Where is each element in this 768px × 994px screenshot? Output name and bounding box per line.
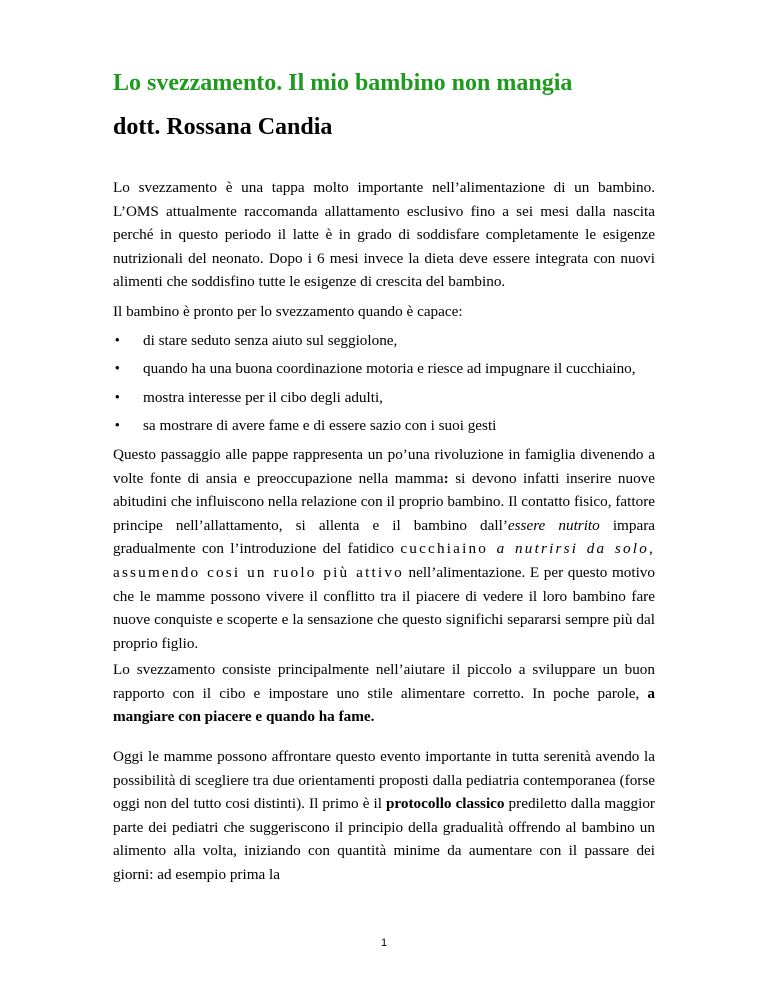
text-run: nell’alimentazione. E per questo motivo che le mamme possono vivere il conflitto tra il piacere di vedere il loro bambino fare nuove conquiste e scoperte e la sensazione che questo significhi separarsi sempre più dal proprio figlio. (113, 563, 655, 652)
text-run: Questo passaggio alle pappe rappresenta un po’una rivoluzione in famiglia divenendo a volte fonte di ansia e preoccupazione nella mamma (113, 445, 655, 487)
document-title: Lo svezzamento. Il mio bambino non mangia (113, 70, 573, 96)
text-run-bold: protocollo classico (385, 795, 505, 813)
paragraph-transition (113, 443, 655, 655)
list-item: • quando ha una buona coordinazione motoria e riesce ad impugnare il cucchiaino, (113, 357, 655, 381)
paragraph-intro: Lo svezzamento è una tappa molto importante nell’alimentazione di un bambino. L’OMS attualmente raccomanda allattamento esclusivo fino a sei mesi dalla nascita perché in questo periodo il latte è in grado di soddisfare completamente le esigenze nutrizionali del neonato. Dopo i 6 mesi invece la dieta deve essere integrata con nuovi alimenti che soddisfino tutte le esigenze di crescita del bambino. (113, 179, 655, 291)
text-run-italic: a nutrirsi da solo (496, 540, 650, 558)
text-run-italic: essere nutrito (507, 516, 600, 534)
list-item: • di stare seduto senza aiuto sul seggiolone, (113, 329, 655, 353)
text-run: si devono infatti inserire nuove abitudini che influiscono nella relazione con il proprio bambino. Il contatto fisico, fattore principe nell’allattamento, si allenta e il bambino dall’ (113, 469, 655, 534)
text-run: cucchiaino (400, 540, 497, 558)
text-run-bold: a mangiare con piacere e quando ha fame. (113, 684, 655, 726)
list-item: • mostra interesse per il cibo degli adulti, (113, 386, 655, 410)
page-number: 1 (380, 937, 388, 949)
text-run-bold: : (443, 469, 449, 487)
list-item: • sa mostrare di avere fame e di essere sazio con i suoi gesti (113, 414, 655, 438)
text-run: , assumendo cosi un ruolo più attivo (113, 540, 656, 581)
readiness-list (113, 329, 655, 438)
paragraph-definition (113, 658, 655, 729)
paragraph-readiness: Il bambino è pronto per lo svezzamento quando è capace: (113, 302, 463, 320)
text-run: Oggi le mamme possono affrontare questo evento importante in tutta serenità avendo la possibilità di scegliere tra due orientamenti proposti dalla pediatria contemporanea (forse oggi non del tutto cosi distinti). Il primo è il (113, 748, 655, 813)
text-run: Lo svezzamento consiste principalmente nell’aiutare il piccolo a sviluppare un buon rapporto con il cibo e impostare uno stile alimentare corretto. In poche parole, (113, 661, 655, 702)
document-author: dott. Rossana Candia (113, 114, 333, 140)
text-run: prediletto dalla maggior parte dei pediatri che suggeriscono il principio della gradualità offrendo al bambino un alimento alla volta, iniziando con quantità minime da aumentare con il passare dei giorni: ad esempio prima la (113, 795, 655, 884)
document-body (113, 176, 655, 887)
paragraph-approaches (113, 745, 655, 887)
text-run: impara gradualmente con l’introduzione del fatidico (113, 516, 655, 558)
